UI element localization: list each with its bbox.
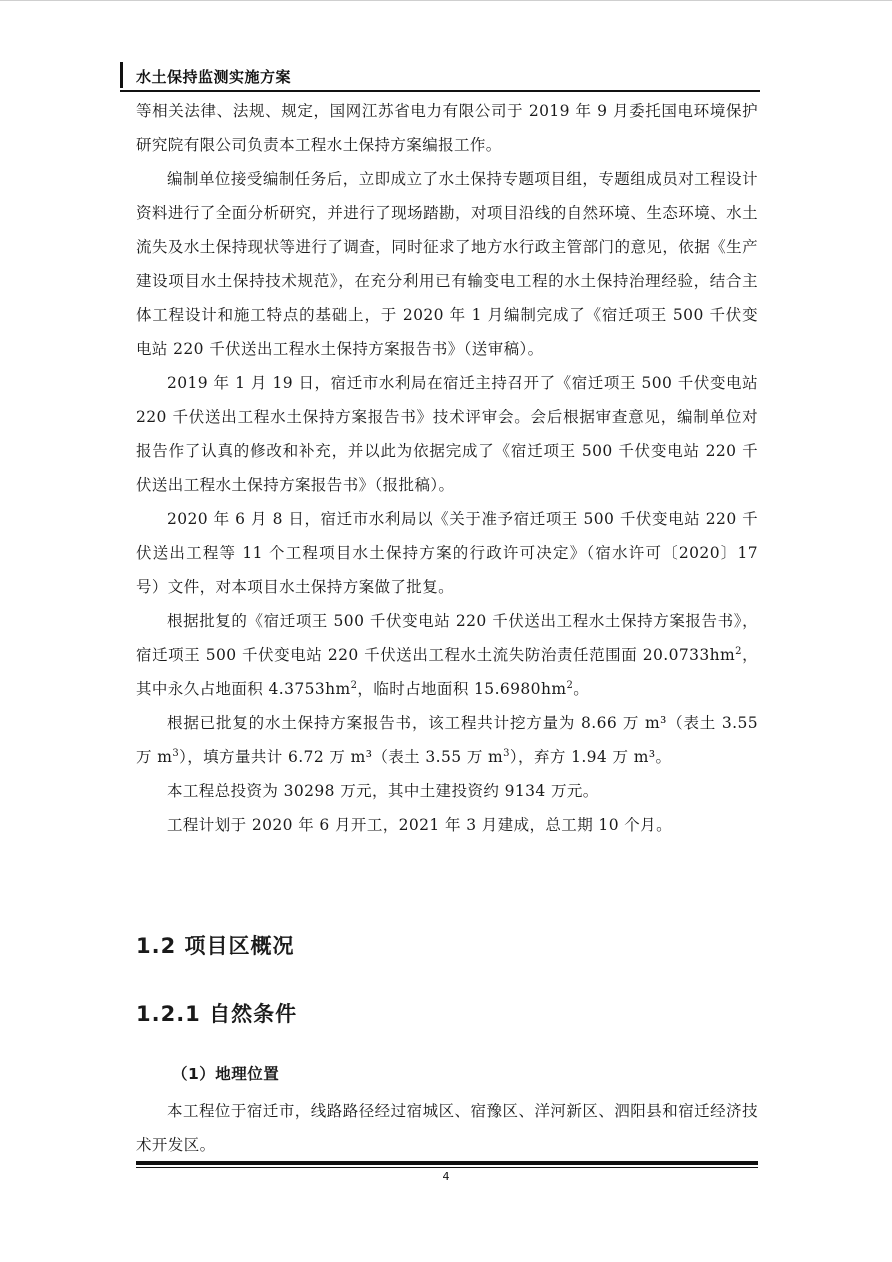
volume-text-1: 根据已批复的水土保持方案报告书，该工程共计挖方量为 8.66 万 m³（表土 3.55 万 m (136, 714, 758, 766)
volume-text-2: ），填方量共计 6.72 万 m³（表土 3.55 万 m (179, 748, 504, 766)
area-text-1: 根据批复的《宿迁项王 500 千伏变电站 220 千伏送出工程水土保持方案报告书》，宿迁项王 500 千伏变电站 220 千伏送出工程水土流失防治责任范围面 20.0733hm (136, 612, 758, 664)
paragraph-area (136, 604, 758, 706)
paragraph-schedule: 工程计划于 2020 年 6 月开工，2021 年 3 月建成，总工期 10 个月。 (167, 816, 672, 834)
paragraph-approval: 2020 年 6 月 8 日，宿迁市水利局以《关于准予宿迁项王 500 千伏变电站 220 千伏送出工程等 11 个工程项目水土保持方案的行政许可决定》（宿水许可〔2020〕17 号）文件，对本项目水土保持方案做了批复。 (136, 510, 758, 596)
header-title: 水土保持监测实施方案 (136, 68, 292, 86)
section-heading-1-2-1: 1.2.1 自然条件 (136, 1002, 298, 1026)
footer-rule-thin (136, 1167, 758, 1168)
location-content (136, 1094, 758, 1162)
area-text-4: 。 (573, 680, 590, 698)
header-bar (120, 62, 123, 88)
area-sup-3: 2 (566, 680, 574, 691)
volume-sup-2: 3 (503, 748, 510, 759)
paragraph-compilation: 编制单位接受编制任务后，立即成立了水土保持专题项目组，专题组成员对工程设计资料进行了全面分析研究，并进行了现场踏勘，对项目沿线的自然环境、生态环境、水土流失及水土保持现状等进行了调查，同时征求了地方水行政主管部门的意见，依据《生产建设项目水土保持技术规范》，在充分利用已有输变电工程的水土保持治理经验，结合主体工程设计和施工特点的基础上，于 2020 年 1 月编制完成了《宿迁项王 500 千伏变电站 220 千伏送出工程水土保持方案报告书》（送审稿）。 (136, 170, 758, 358)
area-sup-1: 2 (735, 646, 742, 657)
paragraph-investment: 本工程总投资为 30298 万元，其中土建投资约 9134 万元。 (167, 782, 599, 800)
area-sup-2: 2 (350, 680, 358, 691)
paragraph-location: 本工程位于宿迁市，线路路径经过宿城区、宿豫区、洋河新区、泗阳县和宿迁经济技术开发区。 (136, 1102, 758, 1154)
footer-rule-thick (136, 1161, 758, 1165)
page-header (120, 62, 760, 90)
page-number: 4 (442, 1170, 450, 1183)
area-text-2: ，其中永久占地面积 4.3753hm (136, 646, 759, 698)
volume-text-3: ），弃方 1.94 万 m³。 (509, 748, 672, 766)
body-content (136, 94, 758, 842)
paragraph-volume (136, 706, 758, 774)
area-text-3: ，临时占地面积 15.6980hm (357, 680, 567, 698)
section-heading-1-2: 1.2 项目区概况 (136, 934, 295, 958)
top-border (0, 0, 892, 1)
paragraph-continuation: 等相关法律、法规、规定，国网江苏省电力有限公司于 2019 年 9 月委托国电环境保护研究院有限公司负责本工程水土保持方案编报工作。 (136, 102, 758, 154)
header-rule (120, 90, 760, 92)
paragraph-review: 2019 年 1 月 19 日，宿迁市水利局在宿迁主持召开了《宿迁项王 500 千伏变电站 220 千伏送出工程水土保持方案报告书》技术评审会。会后根据审查意见，编制单位对报告作了认真的修改和补充，并以此为依据完成了《宿迁项王 500 千伏变电站 220 千伏送出工程水土保持方案报告书》（报批稿）。 (136, 374, 758, 494)
volume-sup-1: 3 (172, 748, 180, 759)
subsection-heading-location: （1）地理位置 (172, 1065, 280, 1083)
